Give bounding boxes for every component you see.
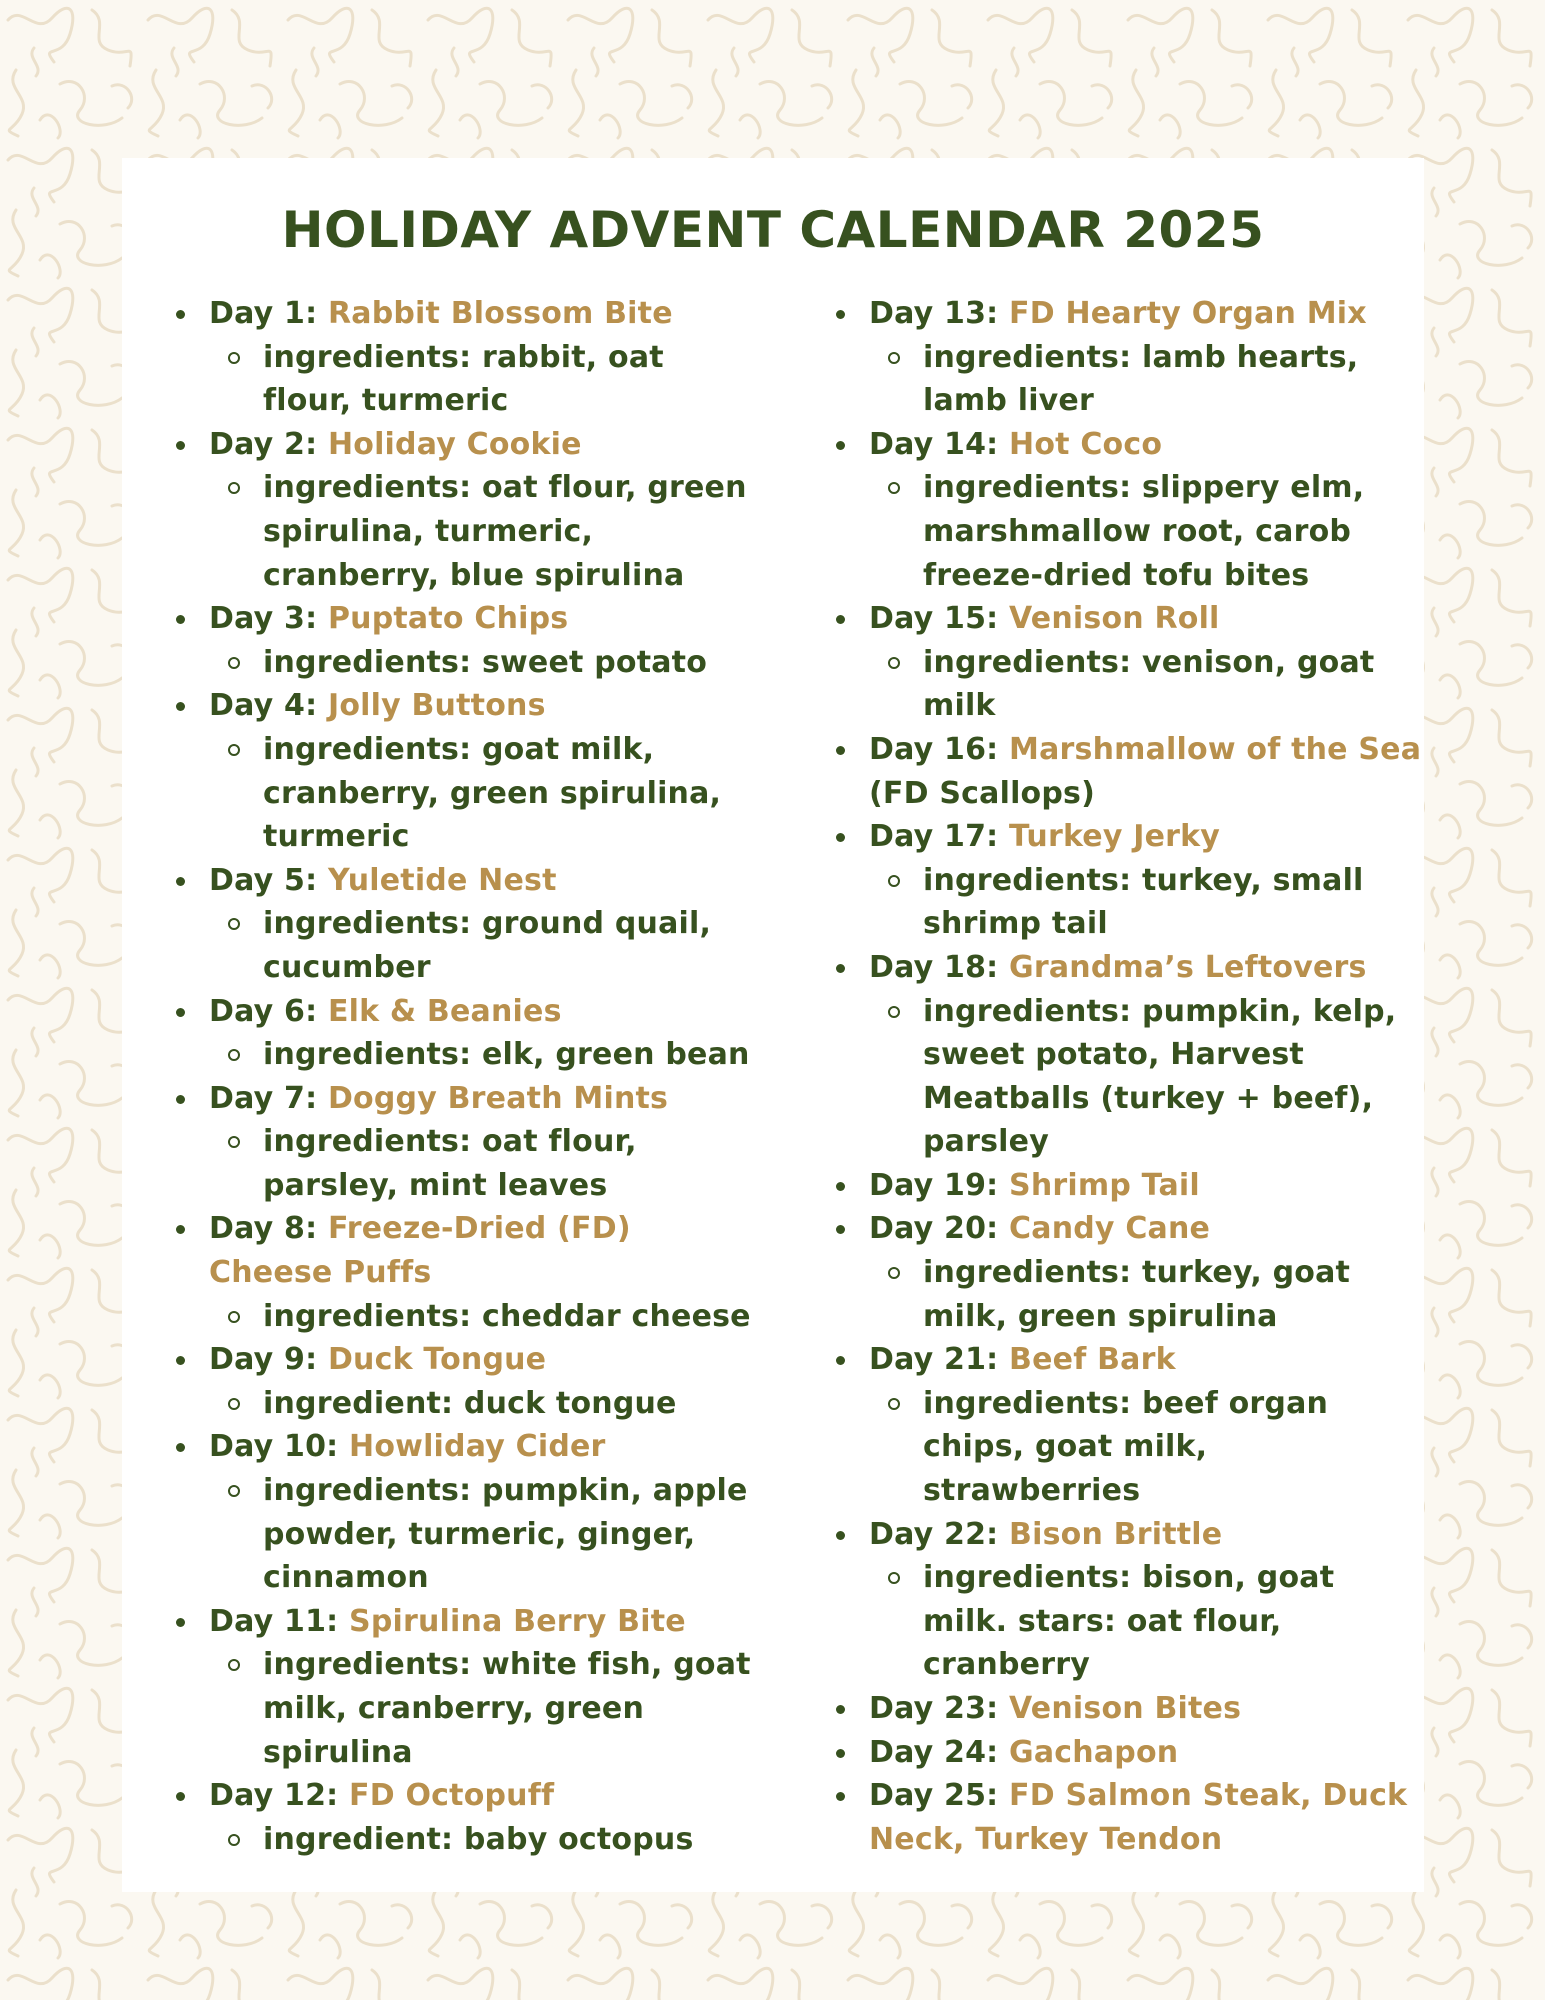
day-item	[172, 292, 762, 423]
treat-name: Jolly Buttons	[327, 688, 546, 724]
day-item	[832, 597, 1422, 728]
day-label: Day 17:	[869, 819, 999, 855]
day-label: Day 2:	[209, 426, 318, 462]
treat-name: Puptato Chips	[327, 601, 569, 637]
day-item	[832, 946, 1422, 1164]
ingredient-list	[209, 336, 762, 423]
day-label: Day 5:	[209, 862, 318, 898]
ingredients-text: ingredients: cheddar cheese	[209, 1295, 762, 1339]
ingredient-list	[209, 1295, 762, 1339]
day-label: Day 7:	[209, 1080, 318, 1116]
ingredients-text: ingredients: turkey, small shrimp tail	[869, 859, 1422, 946]
day-label: Day 25:	[869, 1778, 999, 1814]
ingredients-text: ingredients: rabbit, oat flour, turmeric	[209, 336, 762, 423]
ingredient-list	[209, 466, 762, 597]
treat-name: Rabbit Blossom Bite	[327, 296, 673, 331]
ingredient-list	[209, 1120, 762, 1207]
day-item	[172, 1600, 762, 1774]
day-item	[172, 1077, 762, 1208]
ingredients-text: ingredients: slippery elm, marshmallow root, carob freeze-dried tofu bites	[869, 466, 1422, 597]
ingredient-list	[869, 1556, 1422, 1687]
ingredients-text: ingredient: baby octopus	[209, 1818, 762, 1862]
treat-name: Venison Bites	[1009, 1691, 1242, 1726]
day-item	[832, 1338, 1422, 1512]
day-label: Day 3:	[209, 601, 318, 637]
day-item	[832, 292, 1422, 423]
ingredients-text: ingredients: bison, goat milk. stars: oat flour, cranberry	[869, 1556, 1422, 1687]
ingredients-text: ingredients: lamb hearts, lamb liver	[869, 336, 1422, 423]
ingredients-text: ingredients: turkey, goat milk, green spirulina	[869, 1251, 1422, 1338]
ingredient-list	[869, 466, 1422, 597]
ingredient-list	[209, 1469, 762, 1600]
day-item	[172, 859, 762, 990]
ingredients-text: ingredients: elk, green bean	[209, 1033, 762, 1077]
treat-name: Beef Bark	[1009, 1342, 1176, 1378]
day-label: Day 21:	[869, 1342, 999, 1378]
calendar-page	[122, 158, 1424, 1892]
day-label: Day 14:	[869, 426, 999, 462]
day-item	[832, 728, 1422, 815]
ingredients-text: ingredients: pumpkin, kelp, sweet potato, Harvest Meatballs (turkey + beef), parsley	[869, 990, 1422, 1164]
treat-name: FD Octopuff	[349, 1778, 555, 1814]
day-label: Day 23:	[869, 1691, 999, 1726]
ingredient-list	[209, 1382, 762, 1426]
treat-name: Turkey Jerky	[1009, 819, 1221, 855]
ingredient-list	[869, 1251, 1422, 1338]
treat-name: Candy Cane	[1009, 1211, 1211, 1247]
treat-name: Marshmallow of the Sea	[1009, 731, 1422, 767]
ingredients-text: ingredients: oat flour, parsley, mint leaves	[209, 1120, 762, 1207]
ingredient-list	[869, 336, 1422, 423]
ingredients-text: ingredients: venison, goat milk	[869, 641, 1422, 728]
day-label: Day 22:	[869, 1516, 999, 1552]
day-item	[832, 1164, 1422, 1208]
day-label: Day 18:	[869, 949, 999, 985]
day-item	[172, 597, 762, 684]
day-label: Day 6:	[209, 993, 318, 1029]
ingredient-list	[869, 641, 1422, 728]
day-item	[172, 1207, 762, 1338]
treat-name: Howliday Cider	[349, 1429, 606, 1465]
ingredients-text: ingredients: goat milk, cranberry, green spirulina, turmeric	[209, 728, 762, 859]
ingredients-text: ingredients: white fish, goat milk, cranberry, green spirulina	[209, 1643, 762, 1774]
day-label: Day 15:	[869, 601, 999, 637]
day-label: Day 8:	[209, 1211, 318, 1247]
day-label: Day 9:	[209, 1342, 318, 1378]
day-label: Day 1:	[209, 296, 318, 331]
day-item	[832, 1207, 1422, 1338]
day-item	[172, 990, 762, 1077]
treat-name: FD Hearty Organ Mix	[1009, 296, 1367, 331]
day-label: Day 10:	[209, 1429, 339, 1465]
treat-name: Shrimp Tail	[1009, 1167, 1200, 1203]
day-item	[172, 1774, 762, 1861]
day-label: Day 4:	[209, 688, 318, 724]
day-label: Day 13:	[869, 296, 999, 331]
treat-name: Hot Coco	[1009, 426, 1163, 462]
day-label: Day 19:	[869, 1167, 999, 1203]
treat-name: Spirulina Berry Bite	[349, 1603, 686, 1639]
ingredient-list	[209, 641, 762, 685]
day-item	[832, 815, 1422, 946]
ingredients-text: ingredients: beef organ chips, goat milk, strawberries	[869, 1382, 1422, 1513]
ingredients-text: ingredients: sweet potato	[209, 641, 762, 685]
ingredient-list	[869, 990, 1422, 1164]
treat-name: Holiday Cookie	[327, 426, 582, 462]
treat-name: Venison Roll	[1009, 601, 1220, 637]
treat-name: Doggy Breath Mints	[327, 1080, 669, 1116]
left-column-list	[172, 292, 762, 1861]
ingredient-list	[209, 902, 762, 989]
ingredients-text: ingredients: pumpkin, apple powder, turmeric, ginger, cinnamon	[209, 1469, 762, 1600]
treat-name: Duck Tongue	[327, 1342, 547, 1378]
day-item	[832, 1513, 1422, 1687]
treat-name: Gachapon	[1009, 1734, 1179, 1770]
ingredient-list	[869, 859, 1422, 946]
day-label: Day 16:	[869, 731, 999, 767]
ingredient-list	[209, 1818, 762, 1862]
day-label: Day 12:	[209, 1778, 339, 1814]
day-item	[172, 684, 762, 858]
page-title: HOLIDAY ADVENT CALENDAR 2025	[281, 201, 1265, 259]
day-item	[832, 1687, 1422, 1731]
treat-name: Yuletide Nest	[327, 862, 557, 898]
right-column-list	[832, 292, 1422, 1861]
treat-name: FD Salmon Steak, Duck Neck, Turkey Tendon	[869, 1778, 1408, 1857]
treat-name: Freeze-Dried (FD) Cheese Puffs	[209, 1211, 631, 1291]
day-item	[832, 1731, 1422, 1775]
day-label: Day 20:	[869, 1211, 999, 1247]
ingredients-text: ingredients: oat flour, green spirulina, turmeric, cranberry, blue spirulina	[209, 466, 762, 597]
day-item	[832, 423, 1422, 597]
ingredient-list	[209, 728, 762, 859]
treat-name: Elk & Beanies	[327, 993, 562, 1029]
day-item	[172, 1425, 762, 1599]
treat-note: (FD Scallops)	[869, 775, 1096, 811]
day-item	[832, 1774, 1422, 1861]
day-item	[172, 423, 762, 597]
treat-name: Bison Brittle	[1009, 1516, 1223, 1552]
ingredient-list	[209, 1643, 762, 1774]
ingredients-text: ingredients: ground quail, cucumber	[209, 902, 762, 989]
day-label: Day 11:	[209, 1603, 339, 1639]
day-label: Day 24:	[869, 1734, 999, 1770]
day-item	[172, 1338, 762, 1425]
ingredient-list	[209, 1033, 762, 1077]
treat-name: Grandma’s Leftovers	[1009, 949, 1367, 985]
ingredients-text: ingredient: duck tongue	[209, 1382, 762, 1426]
ingredient-list	[869, 1382, 1422, 1513]
